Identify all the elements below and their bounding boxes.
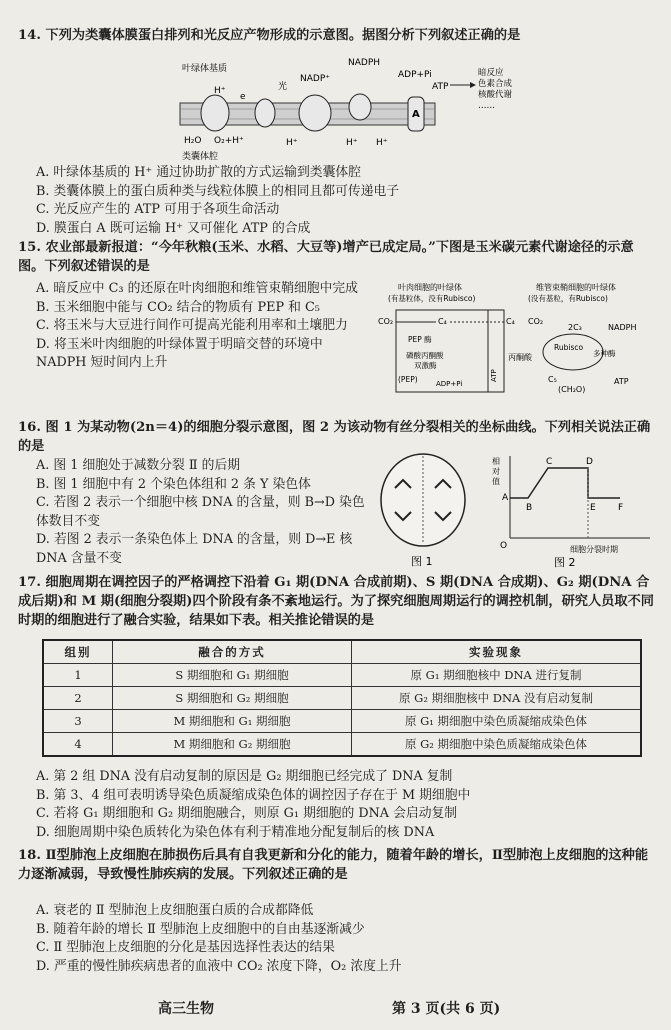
q16-option-c[interactable]: C. 若图 2 表示一个细胞中核 DNA 的含量，则 B→D 染色体数目不变 xyxy=(36,495,365,529)
svg-text:CO₂: CO₂ xyxy=(378,317,394,326)
svg-text:C₄: C₄ xyxy=(438,317,447,326)
question-16-stem: 16. 图 1 为某动物(2n＝4)的细胞分裂示意图，图 2 为该动物有丝分裂相关的坐标曲线。下列相关说法正确的是 xyxy=(18,420,651,454)
psii-protein xyxy=(201,95,229,131)
col-result: 实验现象 xyxy=(352,640,642,664)
svg-text:E: E xyxy=(590,503,596,513)
svg-text:(CH₂O): (CH₂O) xyxy=(558,385,586,394)
svg-text:NADPH: NADPH xyxy=(608,323,637,332)
lumen-label: 类囊体腔 xyxy=(182,152,219,162)
svg-text:色素合成: 色素合成 xyxy=(478,79,513,89)
q18-option-b[interactable]: B. 随着年龄的增长 Ⅱ 型肺泡上皮细胞中的自由基逐渐减少 xyxy=(36,921,365,937)
question-15-options xyxy=(36,280,366,373)
o2-label: O₂+H⁺ xyxy=(214,136,244,146)
nadph-label: NADPH xyxy=(348,58,381,68)
question-14 xyxy=(18,26,658,45)
psi-protein xyxy=(299,95,331,131)
q17-option-b[interactable]: B. 第 3、4 组可表明诱导染色质凝缩成染色体的调控因子存在于 M 期细胞中 xyxy=(36,787,471,803)
svg-text:磷酸丙酮酸: 磷酸丙酮酸 xyxy=(406,351,444,360)
usage-box-1: 暗反应 xyxy=(478,68,504,78)
svg-text:H⁺: H⁺ xyxy=(346,138,358,148)
q15-option-b[interactable]: B. 玉米细胞中能与 CO₂ 结合的物质有 PEP 和 C₅ xyxy=(36,299,320,315)
q14-option-d[interactable]: D. 膜蛋白 A 既可运输 H⁺ 又可催化 ATP 的合成 xyxy=(36,220,311,236)
col-group: 组别 xyxy=(43,640,113,664)
svg-text:2C₃: 2C₃ xyxy=(568,323,582,332)
nadp-label: NADP⁺ xyxy=(300,74,330,84)
dna-curve-figure-2 xyxy=(490,450,660,570)
q18-option-a[interactable]: A. 衰老的 Ⅱ 型肺泡上皮细胞蛋白质的合成都降低 xyxy=(36,903,314,918)
fusion-experiment-table xyxy=(42,639,642,757)
svg-text:H⁺: H⁺ xyxy=(376,138,388,148)
question-17 xyxy=(18,573,658,630)
svg-text:相: 相 xyxy=(492,457,500,466)
svg-text:值: 值 xyxy=(492,477,500,486)
water-label: H₂O xyxy=(184,136,202,146)
svg-text:A: A xyxy=(502,493,509,503)
q16-option-d[interactable]: D. 若图 2 表示一条染色体上 DNA 的含量，则 D→E 核 DNA 含量不变 xyxy=(36,532,353,566)
question-16-options xyxy=(36,457,376,568)
question-17-options xyxy=(36,768,656,842)
c4-pathway-diagram xyxy=(378,280,658,400)
question-17-stem: 17. 细胞周期在调控因子的严格调控下沿着 G₁ 期(DNA 合成前期)、S 期(DNA 合成期)、G₂ 期(DNA 合成后期)和 M 期(细胞分裂期)四个阶段有条不紊地运行。为了探究细胞周期运行的调控机制，研究人员取不同时期的细胞进行了融合实验，结果如下表。相关推论错误的是 xyxy=(18,575,654,628)
svg-text:CO₂: CO₂ xyxy=(528,317,544,326)
reductase-protein xyxy=(349,94,371,120)
q18-option-c[interactable]: C. Ⅱ 型肺泡上皮细胞的分化是基因选择性表达的结果 xyxy=(36,940,335,955)
svg-text:双激酶: 双激酶 xyxy=(414,361,437,370)
svg-text:PEP 酶: PEP 酶 xyxy=(408,335,432,344)
svg-text:e: e xyxy=(240,92,246,102)
col-method: 融合的方式 xyxy=(113,640,352,664)
q15-option-c[interactable]: C. 将玉米与大豆进行间作可提高光能利用率和土壤肥力 xyxy=(36,318,348,333)
svg-text:(没有基粒，有Rubisco): (没有基粒，有Rubisco) xyxy=(528,294,608,303)
question-15-stem: 15. 农业部最新报道：“今年秋粮(玉米、水稻、大豆等)增产已成定局。”下图是玉米碳元素代谢途径的示意图。下列叙述错误的是 xyxy=(18,240,634,274)
fig2-caption: 图 2 xyxy=(554,556,576,569)
svg-text:B: B xyxy=(526,503,533,513)
thylakoid-diagram xyxy=(170,55,520,163)
cytochrome-protein xyxy=(255,99,275,127)
q16-option-a[interactable]: A. 图 1 细胞处于减数分裂 Ⅱ 的后期 xyxy=(36,458,241,473)
adp-label: ADP+Pi xyxy=(398,70,432,80)
question-14-stem: 14. 下列为类囊体膜蛋白排列和光反应产物形成的示意图。据图分析下列叙述正确的是 xyxy=(18,28,521,43)
svg-text:……: …… xyxy=(478,101,495,111)
footer-subject: 高三生物 xyxy=(158,1001,214,1017)
table-row: 4 M 期细胞和 G₂ 期细胞 原 G₂ 期细胞中染色质凝缩成染色体 xyxy=(43,733,641,757)
svg-text:ATP: ATP xyxy=(490,369,498,382)
table-row: 1 S 期细胞和 G₁ 期细胞 原 G₁ 期细胞核中 DNA 进行复制 xyxy=(43,664,641,687)
q18-option-d[interactable]: D. 严重的慢性肺疾病患者的血液中 CO₂ 浓度下降，O₂ 浓度上升 xyxy=(36,958,402,974)
svg-text:C: C xyxy=(546,457,553,467)
footer-page-number: 第 3 页(共 6 页) xyxy=(392,1001,501,1017)
svg-text:ATP: ATP xyxy=(614,377,629,386)
q14-option-c[interactable]: C. 光反应产生的 ATP 可用于各项生命活动 xyxy=(36,202,280,217)
svg-text:多种酶: 多种酶 xyxy=(593,349,616,358)
cell-division-figure-1 xyxy=(375,450,475,570)
question-14-options xyxy=(36,164,671,238)
question-18-options xyxy=(36,902,656,976)
q15-option-a[interactable]: A. 暗反应中 C₃ 的还原在叶肉细胞和维管束鞘细胞中完成 xyxy=(36,281,358,296)
q17-option-a[interactable]: A. 第 2 组 DNA 没有启动复制的原因是 G₂ 期细胞已经完成了 DNA 复制 xyxy=(36,769,453,784)
svg-text:H⁺: H⁺ xyxy=(286,138,298,148)
svg-text:维管束鞘细胞的叶绿体: 维管束鞘细胞的叶绿体 xyxy=(536,283,616,292)
table-row: 2 S 期细胞和 G₂ 期细胞 原 G₂ 期细胞核中 DNA 没有启动复制 xyxy=(43,687,641,710)
q15-option-d[interactable]: D. 将玉米叶肉细胞的叶绿体置于明暗交替的环境中 NADPH 短时间内上升 xyxy=(36,336,323,370)
svg-text:叶肉细胞的叶绿体: 叶肉细胞的叶绿体 xyxy=(398,283,462,292)
svg-text:(有基粒体，没有Rubisco): (有基粒体，没有Rubisco) xyxy=(388,294,476,303)
question-18 xyxy=(18,846,658,884)
light-label: 光 xyxy=(278,82,288,92)
svg-text:O: O xyxy=(500,541,508,551)
q17-option-c[interactable]: C. 若将 G₁ 期细胞和 G₂ 期细胞融合，则原 G₁ 期细胞的 DNA 会启动复制 xyxy=(36,806,458,821)
svg-text:ADP+Pi: ADP+Pi xyxy=(436,380,463,388)
q14-option-a[interactable]: A. 叶绿体基质的 H⁺ 通过协助扩散的方式运输到类囊体腔 xyxy=(36,165,361,180)
svg-text:C₄: C₄ xyxy=(506,317,515,326)
q17-option-d[interactable]: D. 细胞周期中染色质转化为染色体有利于精准地分配复制后的核 DNA xyxy=(36,824,435,840)
fig1-caption: 图 1 xyxy=(411,555,433,568)
svg-text:丙酮酸: 丙酮酸 xyxy=(508,353,532,362)
q14-option-b[interactable]: B. 类囊体膜上的蛋白质种类与线粒体膜上的相同且都可传递电子 xyxy=(36,183,400,199)
svg-text:F: F xyxy=(618,503,624,513)
atp-label: ATP xyxy=(432,82,449,92)
svg-text:(PEP): (PEP) xyxy=(398,375,418,384)
svg-text:对: 对 xyxy=(492,467,500,476)
svg-text:Rubisco: Rubisco xyxy=(554,343,584,352)
stroma-label: 叶绿体基质 xyxy=(182,64,228,74)
svg-text:A: A xyxy=(412,109,420,120)
q16-option-b[interactable]: B. 图 1 细胞中有 2 个染色体组和 2 条 Y 染色体 xyxy=(36,476,311,492)
svg-text:H⁺: H⁺ xyxy=(214,86,226,96)
svg-text:核酸代谢: 核酸代谢 xyxy=(478,90,513,100)
svg-text:细胞分裂时期: 细胞分裂时期 xyxy=(570,545,618,554)
svg-text:C₅: C₅ xyxy=(548,375,557,384)
question-15 xyxy=(18,238,658,276)
table-row: 3 M 期细胞和 G₁ 期细胞 原 G₁ 期细胞中染色质凝缩成染色体 xyxy=(43,710,641,733)
question-18-stem: 18. Ⅱ型肺泡上皮细胞在肺损伤后具有自我更新和分化的能力，随着年龄的增长，Ⅱ型肺泡上皮细胞的这种能力逐渐减弱，导致慢性肺疾病的发展。下列叙述正确的是 xyxy=(18,848,649,882)
svg-text:D: D xyxy=(586,457,593,467)
